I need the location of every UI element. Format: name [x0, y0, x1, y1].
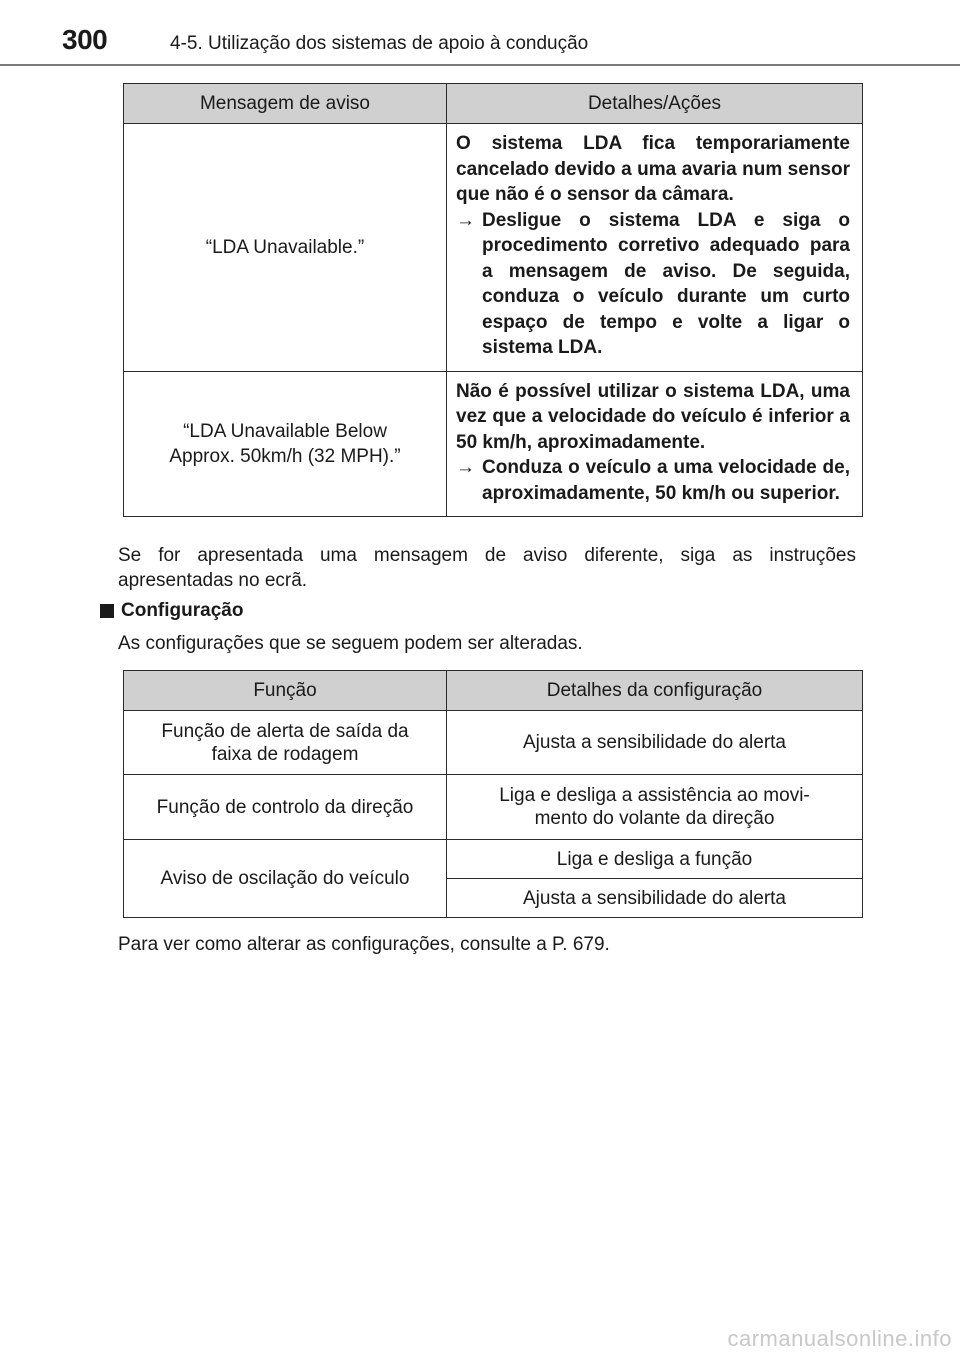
config-detail-cell: Liga e desliga a função [447, 840, 863, 879]
action-item [456, 208, 850, 361]
heading-text: Configuração [121, 600, 244, 621]
warning-detail-cell [447, 124, 863, 372]
section-heading [100, 600, 243, 622]
detail-text: Não é possível utilizar o sistema LDA, uma vez que a velocidade do veículo é inferior a 50 km/h, aproximadamente. [456, 380, 850, 453]
column-header-message: Mensagem de aviso [124, 84, 447, 124]
page-number: 300 [62, 24, 108, 55]
function-cell: Aviso de oscilação do veículo [124, 840, 447, 918]
page-header [0, 0, 960, 66]
section-title: 4-5. Utilização dos sistemas de apoio à condução [170, 33, 589, 54]
configuration-table [123, 670, 863, 918]
action-item [456, 455, 850, 506]
function-cell [124, 711, 447, 775]
column-header-function: Função [124, 671, 447, 711]
table-row [124, 371, 863, 517]
warning-message-cell [124, 371, 447, 517]
action-text: Conduza o veículo a uma velocidade de, aproximadamente, 50 km/h ou superior. [482, 457, 850, 504]
message-line: Approx. 50km/h (32 MPH).” [169, 445, 401, 467]
detail-line: Liga e desliga a assistência ao movi- [499, 785, 810, 806]
column-header-details: Detalhes/Ações [447, 84, 863, 124]
arrow-icon: → [456, 209, 475, 231]
function-cell: Função de controlo da direção [124, 775, 447, 840]
config-intro-paragraph: As configurações que se seguem podem ser alteradas. [118, 633, 583, 654]
reference-paragraph: Para ver como alterar as configurações, consulte a P. 679. [118, 934, 610, 955]
config-detail-cell: Ajusta a sensibilidade do alerta [447, 879, 863, 918]
function-line: Função de alerta de saída da [161, 720, 409, 742]
table-row [124, 711, 863, 775]
square-bullet-icon [100, 604, 114, 618]
table-row [124, 124, 863, 372]
detail-text: O sistema LDA fica temporariamente cancelado devido a uma avaria num sensor que não é o sensor da câmara. [456, 133, 850, 205]
warning-message-cell: “LDA Unavailable.” [124, 124, 447, 372]
action-text: Desligue o sistema LDA e siga o procedimento corretivo adequado para a mensagem de aviso. De seguida, conduza o veículo durante um curto espaço de tempo e volte a ligar o sistema LDA. [482, 209, 850, 358]
config-detail-cell: Ajusta a sensibilidade do alerta [447, 711, 863, 775]
header-divider [0, 64, 960, 66]
warning-detail-cell [447, 371, 863, 517]
column-header-config-details: Detalhes da configuração [447, 671, 863, 711]
message-line: “LDA Unavailable Below [183, 420, 387, 442]
table-header-row [124, 671, 863, 711]
table-header-row [124, 84, 863, 124]
warning-message-table [123, 83, 863, 517]
detail-line: mento do volante da direção [534, 808, 775, 829]
note-paragraph: Se for apresentada uma mensagem de aviso diferente, siga as instruções apresentadas no ecrã. [118, 545, 856, 591]
table-row [124, 775, 863, 840]
table-row [124, 840, 863, 879]
watermark: carmanualsonline.info [727, 1326, 952, 1351]
config-detail-cell [447, 775, 863, 840]
function-line: faixa de rodagem [211, 743, 359, 765]
arrow-icon: → [456, 457, 475, 478]
